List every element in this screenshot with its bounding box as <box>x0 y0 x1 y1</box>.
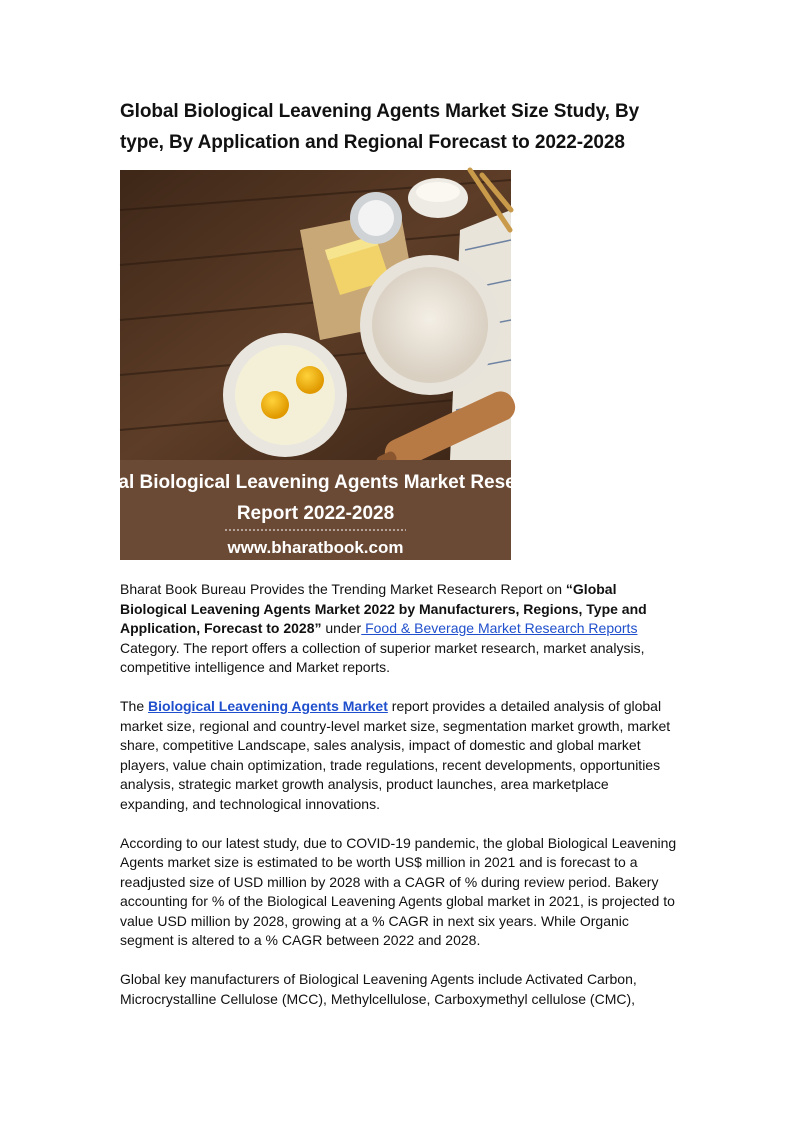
paragraph-intro <box>120 580 680 678</box>
intro-rest-text: Category. The report offers a collection of superior market research, market analysis, competitive intelligence and Market reports. <box>120 639 645 675</box>
banner-url: www.bharatbook.com <box>227 538 404 557</box>
food-beverage-reports-link[interactable]: Food & Beverage Market Research Reports <box>361 620 638 636</box>
banner-title-line2: Report 2022-2028 <box>236 503 395 524</box>
paragraph-manufacturers: Global key manufacturers of Biological Leavening Agents include Activated Carbon, Microcrystalline Cellulose (MCC), Methylcellulose, Carboxymethyl cellulose (CMC), <box>120 971 637 1007</box>
document-header <box>120 96 680 158</box>
page-title: Global Biological Leavening Agents Market Size Study, By type, By Application and Regional Forecast to 2022-2028 <box>120 101 640 153</box>
paragraph-covid: According to our latest study, due to COVID-19 pandemic, the global Biological Leavening Agents market size is estimated to be worth US$ million in 2021 and is forecast to a readjusted size of USD million by 2028 with a CAGR of % during review period. Bakery accounting for % of the Biological Leavening Agents global market in 2021, is projected to value USD million by 2028, growing at a % CAGR in next six years. While Organic segment is altered to a % CAGR between 2022 and 2028. <box>120 834 677 948</box>
intro-text: Bharat Book Bureau Provides the Trending Market Research Report on <box>120 581 566 597</box>
report-title: “Global Biological Leavening Agents Market 2022 by Manufacturers, Regions, Type and Application, Forecast to 2028” <box>120 581 647 636</box>
biological-leavening-agents-market-link[interactable]: Biological Leavening Agents Market <box>148 698 388 714</box>
banner-title-line1: Global Biological Leavening Agents Market Research <box>75 472 556 493</box>
overview-text: report provides a detailed analysis of global market size, regional and country-level market size, segmentation market growth, market share, competitive Landscape, sales analysis, impact of domestic and global market players, value chain optimization, trade regulations, recent developments, opportunities analysis, strategic market growth analysis, product launches, area marketplace expanding, and technological innovations. <box>120 698 671 812</box>
article-body <box>120 580 680 1029</box>
the-text: The <box>120 698 149 714</box>
paragraph-overview <box>120 697 680 814</box>
under-text: under <box>321 620 362 636</box>
hero-image <box>75 170 556 560</box>
